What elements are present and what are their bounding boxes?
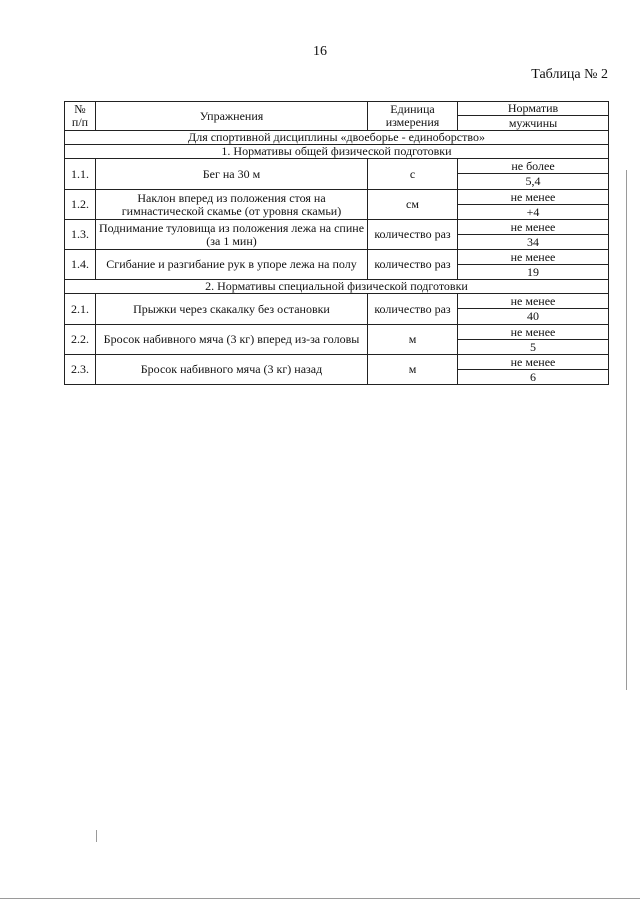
section-row	[65, 145, 609, 159]
row-number: 2.1.	[65, 294, 96, 325]
row-unit: см	[368, 190, 458, 220]
row-exercise: Прыжки через скакалку без остановки	[96, 294, 368, 325]
row-value: +4	[458, 205, 609, 220]
row-exercise: Наклон вперед из положения стоя на гимнастической скамье (от уровня скамьи)	[96, 190, 368, 220]
discipline-title: Для спортивной дисциплины «двоеборье - единоборство»	[65, 131, 609, 145]
section-title: 1. Нормативы общей физической подготовки	[65, 145, 609, 159]
row-number: 1.3.	[65, 220, 96, 250]
row-exercise: Сгибание и разгибание рук в упоре лежа на полу	[96, 250, 368, 280]
row-qualifier: не менее	[458, 355, 609, 370]
row-number: 1.4.	[65, 250, 96, 280]
header-exercise: Упражнения	[96, 102, 368, 131]
row-exercise: Поднимание туловища из положения лежа на спине (за 1 мин)	[96, 220, 368, 250]
row-unit: с	[368, 159, 458, 190]
row-unit: количество раз	[368, 220, 458, 250]
table-row	[65, 159, 609, 174]
row-qualifier: не менее	[458, 250, 609, 265]
table-row	[65, 220, 609, 235]
row-number: 2.3.	[65, 355, 96, 385]
row-exercise: Бросок набивного мяча (3 кг) вперед из-за головы	[96, 325, 368, 355]
row-number: 1.1.	[65, 159, 96, 190]
table-row	[65, 250, 609, 265]
header-unit: Единица измерения	[368, 102, 458, 131]
row-qualifier: не более	[458, 159, 609, 174]
row-value: 40	[458, 309, 609, 325]
row-unit: количество раз	[368, 294, 458, 325]
table-caption: Таблица № 2	[531, 67, 608, 82]
table-row	[65, 294, 609, 309]
scan-artifact	[96, 830, 97, 842]
row-value: 34	[458, 235, 609, 250]
row-exercise: Бег на 30 м	[96, 159, 368, 190]
table-row	[65, 355, 609, 370]
row-qualifier: не менее	[458, 220, 609, 235]
section-title: 2. Нормативы специальной физической подготовки	[65, 280, 609, 294]
scan-artifact	[0, 898, 640, 899]
row-unit: м	[368, 355, 458, 385]
header-gender: мужчины	[458, 116, 609, 131]
header-norm: Норматив	[458, 102, 609, 116]
section-row	[65, 280, 609, 294]
page-number: 16	[313, 44, 327, 59]
row-qualifier: не менее	[458, 190, 609, 205]
header-row	[65, 102, 609, 116]
row-number: 2.2.	[65, 325, 96, 355]
row-unit: количество раз	[368, 250, 458, 280]
table-row	[65, 190, 609, 205]
row-unit: м	[368, 325, 458, 355]
scan-artifact	[626, 170, 627, 690]
discipline-row	[65, 131, 609, 145]
row-value: 5	[458, 340, 609, 355]
row-qualifier: не менее	[458, 294, 609, 309]
row-value: 6	[458, 370, 609, 385]
row-number: 1.2.	[65, 190, 96, 220]
row-qualifier: не менее	[458, 325, 609, 340]
table-row	[65, 325, 609, 340]
header-number: № п/п	[65, 102, 96, 131]
norms-table	[64, 101, 609, 385]
row-value: 19	[458, 265, 609, 280]
row-exercise: Бросок набивного мяча (3 кг) назад	[96, 355, 368, 385]
row-value: 5,4	[458, 174, 609, 190]
